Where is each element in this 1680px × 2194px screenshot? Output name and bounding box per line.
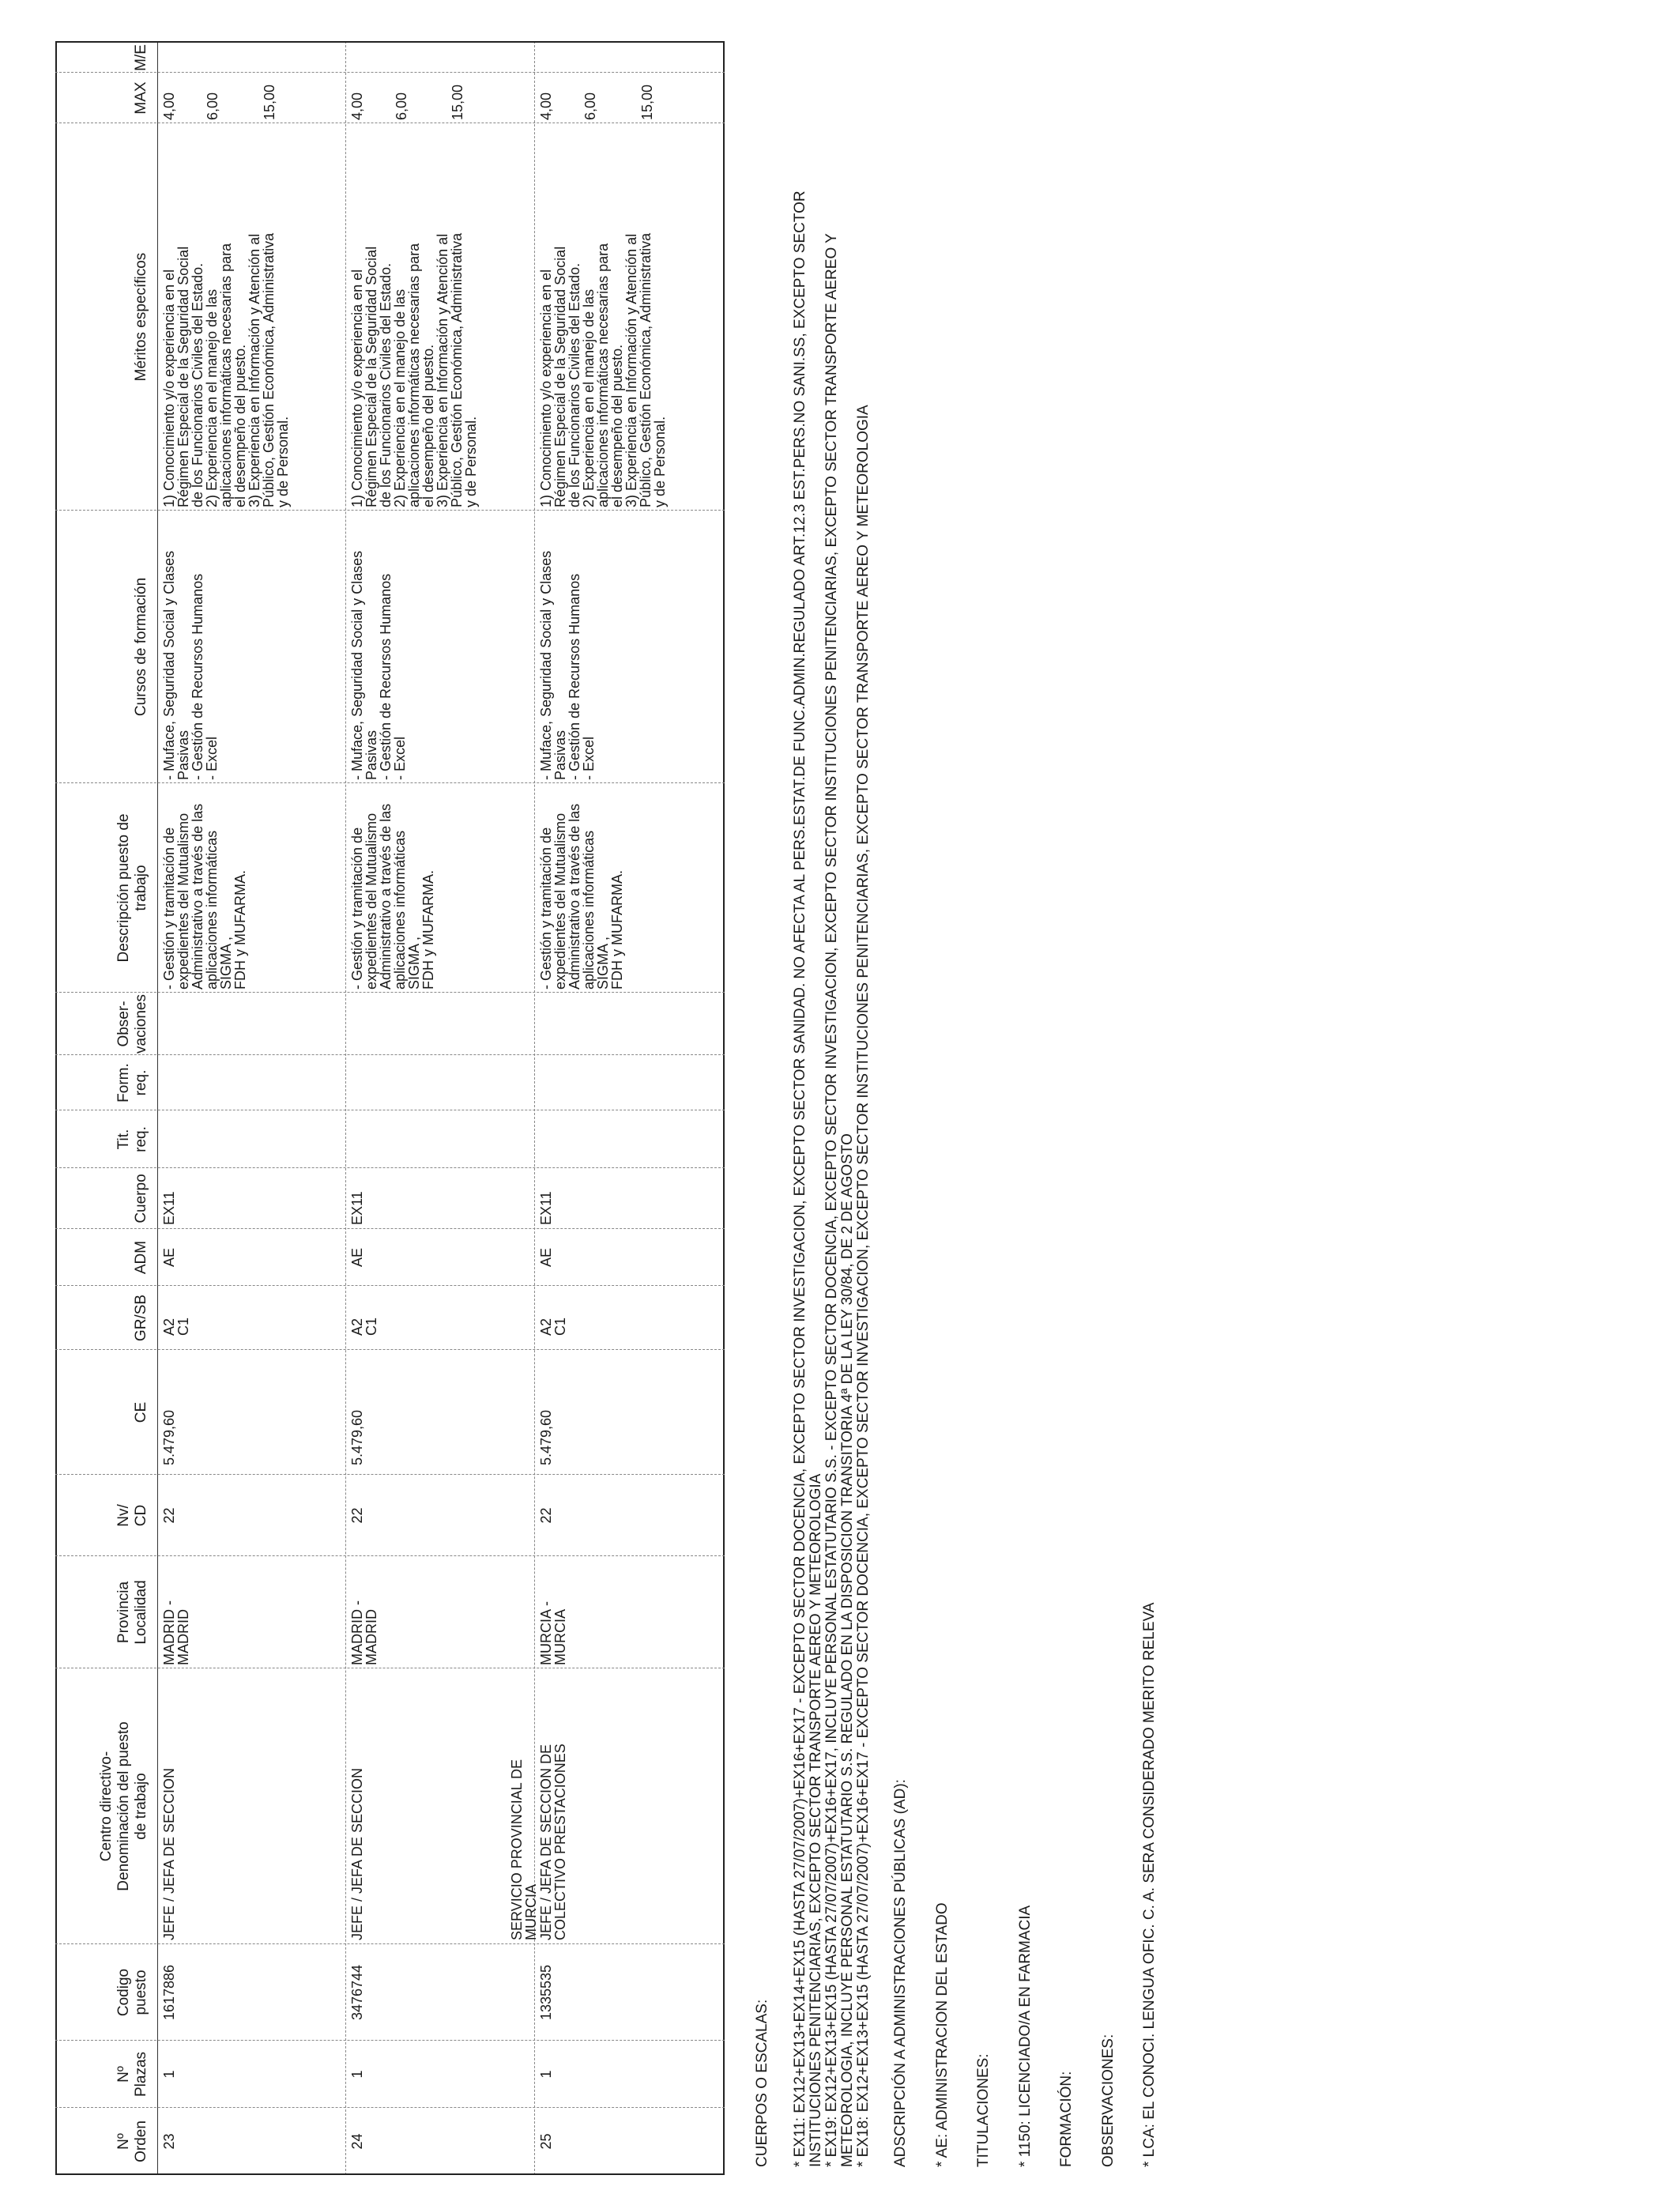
cell-max: 4,00 bbox=[161, 92, 177, 120]
header-descripcion: Descripción puesto de trabajo bbox=[115, 813, 149, 963]
header-cuerpo: Cuerpo bbox=[133, 1174, 149, 1223]
col-divider bbox=[55, 2107, 725, 2108]
titulaciones-title: TITULACIONES: bbox=[975, 2053, 992, 2167]
cell-plazas: 1 bbox=[161, 2070, 177, 2079]
cell-plazas: 1 bbox=[349, 2070, 365, 2079]
cell-cuerpo: EX11 bbox=[538, 1191, 554, 1225]
col-divider bbox=[55, 1054, 725, 1055]
col-divider bbox=[55, 1167, 725, 1168]
job-positions-table bbox=[55, 41, 725, 2175]
cell-cursos: - Muface, Seguridad Social y Clases Pasivas - Gestión de Recursos Humanos - Excel bbox=[349, 550, 408, 780]
cell-max: 4,00 bbox=[349, 92, 365, 120]
cell-cuerpo: EX11 bbox=[161, 1191, 177, 1225]
header-ce: CE bbox=[133, 1401, 149, 1423]
cell-provincia: MADRID - MADRID bbox=[161, 1600, 191, 1665]
header-grsb: GR/SB bbox=[133, 1294, 149, 1342]
table-left-border bbox=[55, 2173, 725, 2175]
cell-centro: JEFE / JEFA DE SECCION DE COLECTIVO PRESTACIONES bbox=[538, 1744, 568, 1940]
col-divider bbox=[55, 1349, 725, 1350]
cell-grsb: A2 C1 bbox=[538, 1317, 568, 1336]
cuerpos-title: CUERPOS O ESCALAS: bbox=[754, 1999, 770, 2167]
cell-codigo: 1335535 bbox=[538, 1964, 554, 2021]
cell-max: 15,00 bbox=[450, 84, 465, 120]
note-ex18: * EX18: EX12+EX13+EX15 (HASTA 27/07/2007)+EX16+EX17 - EXCEPTO SECTOR DOCENCIA, EXCEPTO SECTOR INVESTIGACION, EXCEPTO SECTOR INSTITUCIONES PENITENCIARIAS, EXCEPTO SECTOR TRANSPORTE AEREO Y METEOROLOGIA bbox=[855, 405, 872, 2167]
cell-max: 6,00 bbox=[394, 92, 409, 120]
cell-orden: 25 bbox=[538, 2133, 554, 2150]
header-me: M/E bbox=[133, 44, 149, 71]
col-divider bbox=[55, 1474, 725, 1475]
cell-grsb: A2 C1 bbox=[161, 1317, 191, 1336]
cell-adm: AE bbox=[349, 1248, 365, 1268]
adscripcion-title: ADSCRIPCIÓN A ADMINISTRACIONES PÚBLICAS (AD): bbox=[892, 1779, 909, 2167]
row-separator bbox=[345, 41, 346, 2175]
header-tit: Tit. req. bbox=[115, 1126, 149, 1152]
cell-max: 6,00 bbox=[582, 92, 598, 120]
col-divider bbox=[55, 1943, 725, 1944]
cell-codigo: 3476744 bbox=[349, 1964, 365, 2021]
table-bottom-border bbox=[723, 41, 725, 2175]
cell-meritos: 1) Conocimiento y/o experiencia en el Régimen Especial de la Seguridad Social de los Funcionarios Civiles del Estado. 2) Experiencia en el manejo de las aplicaciones informáticas necesarias para el desempeño del puesto. 3) Experiencia en Información y Atención al Público, Gestión Económica, Administrativa y de Personal. bbox=[349, 232, 479, 507]
cell-centro: JEFE / JEFA DE SECCION bbox=[349, 1767, 365, 1940]
cell-orden: 24 bbox=[349, 2133, 365, 2150]
cell-ce: 5.479,60 bbox=[349, 1409, 365, 1465]
cell-centro-header: SERVICIO PROVINCIAL DE MURCIA bbox=[509, 1759, 539, 1940]
cell-max: 4,00 bbox=[538, 92, 554, 120]
header-observaciones: Obser- vaciones bbox=[115, 994, 149, 1054]
cell-descripcion: - Gestión y tramitación de expedientes del Mutualismo Administrativo a través de las aplicaciones informáticas SIGMA , FDH y MUFARMA. bbox=[538, 803, 625, 990]
header-max: MAX bbox=[133, 81, 149, 115]
header-plazas: Nº Plazas bbox=[115, 2051, 149, 2098]
cell-descripcion: - Gestión y tramitación de expedientes del Mutualismo Administrativo a través de las aplicaciones informáticas SIGMA , FDH y MUFARMA. bbox=[161, 803, 248, 990]
cell-adm: AE bbox=[538, 1248, 554, 1268]
header-adm: ADM bbox=[133, 1240, 149, 1275]
col-divider bbox=[55, 1228, 725, 1229]
cell-max: 6,00 bbox=[205, 92, 220, 120]
cell-provincia: MURCIA - MURCIA bbox=[538, 1601, 568, 1665]
formacion-title: FORMACIÓN: bbox=[1058, 2071, 1075, 2167]
cell-cuerpo: EX11 bbox=[349, 1191, 365, 1225]
header-provincia: Provincia Localidad bbox=[115, 1580, 149, 1645]
cell-nivel: 22 bbox=[538, 1507, 554, 1524]
table-right-border bbox=[55, 41, 725, 43]
cell-plazas: 1 bbox=[538, 2070, 554, 2079]
header-bottom-rule bbox=[157, 41, 158, 2175]
note-1150: * 1150: LICENCIADO/A EN FARMACIA bbox=[1017, 1905, 1034, 2167]
observaciones-title: OBSERVACIONES: bbox=[1100, 2034, 1117, 2167]
header-codigo: Codigo puesto bbox=[115, 1968, 149, 2017]
cell-max: 15,00 bbox=[262, 84, 277, 120]
cell-nivel: 22 bbox=[349, 1507, 365, 1524]
cell-provincia: MADRID - MADRID bbox=[349, 1600, 379, 1665]
table-top-border bbox=[55, 41, 57, 2175]
col-divider bbox=[55, 2040, 725, 2041]
col-divider bbox=[55, 1285, 725, 1286]
cell-adm: AE bbox=[161, 1248, 177, 1268]
cell-max: 15,00 bbox=[639, 84, 655, 120]
cell-orden: 23 bbox=[161, 2133, 177, 2150]
header-centro: Centro directivo- Denominación del puesto de trabajo bbox=[98, 1721, 149, 1891]
header-meritos: Méritos específicos bbox=[133, 252, 149, 382]
cell-meritos: 1) Conocimiento y/o experiencia en el Régimen Especial de la Seguridad Social de los Funcionarios Civiles del Estado. 2) Experiencia en el manejo de las aplicaciones informáticas necesarias para el desempeño del puesto. 3) Experiencia en Información y Atención al Público, Gestión Económica, Administrativa y de Personal. bbox=[161, 232, 291, 507]
cell-ce: 5.479,60 bbox=[538, 1409, 554, 1465]
cell-descripcion: - Gestión y tramitación de expedientes del Mutualismo Administrativo a través de las aplicaciones informáticas SIGMA , FDH y MUFARMA. bbox=[349, 803, 436, 990]
cell-ce: 5.479,60 bbox=[161, 1409, 177, 1465]
cell-codigo: 1617886 bbox=[161, 1964, 177, 2021]
cell-cursos: - Muface, Seguridad Social y Clases Pasivas - Gestión de Recursos Humanos - Excel bbox=[538, 550, 597, 780]
cell-meritos: 1) Conocimiento y/o experiencia en el Régimen Especial de la Seguridad Social de los Funcionarios Civiles del Estado. 2) Experiencia en el manejo de las aplicaciones informáticas necesarias para el desempeño del puesto. 3) Experiencia en Información y Atención al Público, Gestión Económica, Administrativa y de Personal. bbox=[538, 232, 668, 507]
col-divider bbox=[55, 1555, 725, 1556]
header-nivel: Nv/ CD bbox=[115, 1504, 149, 1527]
note-ex11: * EX11: EX12+EX13+EX14+EX15 (HASTA 27/07/2007)+EX16+EX17 - EXCEPTO SECTOR DOCENCIA, EXCEPTO SECTOR INVESTIGACION, EXCEPTO SECTOR SANIDAD. NO AFECTA AL PERS.ESTAT.DE FUNC.ADMIN.REGULADO ART.12.3 EST.PERS.NO SANI.SS, EXCEPTO SECTOR INSTITUCIONES PENITENCIARIAS, EXCEPTO SECTOR TRANSPORTE AEREO Y METEOROLOGIA bbox=[792, 190, 824, 2167]
col-divider bbox=[55, 510, 725, 511]
header-cursos: Cursos de formación bbox=[133, 577, 149, 717]
cell-centro: JEFE / JEFA DE SECCION bbox=[161, 1767, 177, 1940]
col-divider bbox=[55, 782, 725, 783]
header-form: Form. req. bbox=[115, 1063, 149, 1103]
note-ex19: * EX19: EX12+EX13+EX15 (HASTA 27/07/2007)+EX16+EX17, INCLUYE PERSONAL ESTATUTARIO S.S. - EXCEPTO SECTOR DOCENCIA, EXCEPTO SECTOR INVESTIGACION, EXCEPTO SECTOR INSTITUCIONES PENITENCIARIAS, EXCEPTO SECTOR TRANSPORTE AEREO Y METEOROLOGIA, INCLUYE PERSONAL ESTATUTARIO S.S. REGULADO EN LA DISPOSICION TRANSITORIA 4ª DE LA LEY 30/84, DE 2 DE AGOSTO bbox=[823, 233, 856, 2167]
note-ae: * AE: ADMINISTRACION DEL ESTADO bbox=[934, 1902, 951, 2167]
cell-nivel: 22 bbox=[161, 1507, 177, 1524]
header-orden: Nº Orden bbox=[115, 2120, 149, 2162]
col-divider bbox=[55, 992, 725, 993]
note-lca: * LCA: EL CONOCI. LENGUA OFIC. C. A. SERA CONSIDERADO MERITO RELEVA bbox=[1141, 1602, 1158, 2167]
cell-grsb: A2 C1 bbox=[349, 1317, 379, 1336]
cell-cursos: - Muface, Seguridad Social y Clases Pasivas - Gestión de Recursos Humanos - Excel bbox=[161, 550, 220, 780]
col-divider bbox=[55, 72, 725, 73]
